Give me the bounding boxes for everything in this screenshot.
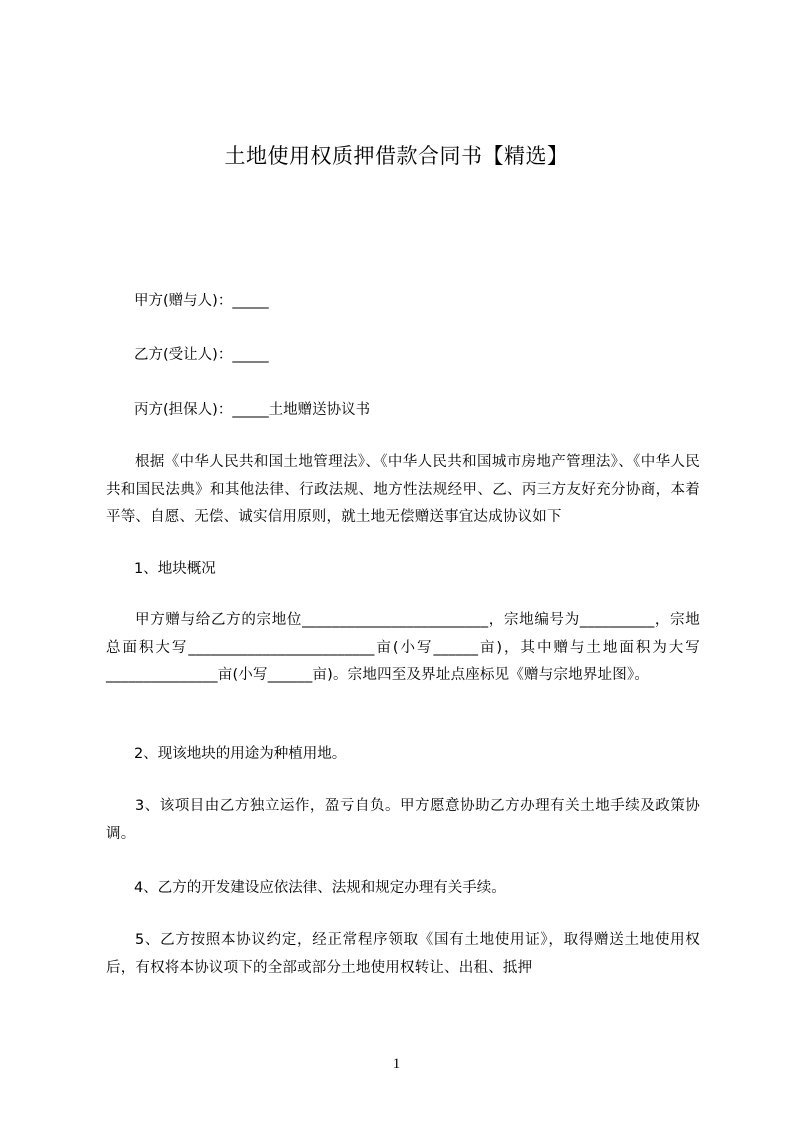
- party-a-line: 甲方(赠与人)：_____: [134, 293, 269, 309]
- section-1-heading: 1、地块概况: [134, 561, 216, 577]
- section-4-paragraph: 4、乙方的开发建设应依法律、法规和规定办理有关手续。: [134, 880, 506, 896]
- page-number: 1: [392, 1056, 401, 1072]
- section-1-paragraph: 甲方赠与给乙方的宗地位_________________________，宗地编号为__________，宗地总面积大写_________________________亩(小写______亩)，其中赠与土地面积为大写_______________亩(小写______亩)。宗地四至及界址点座标见《赠与宗地界址图》。: [106, 612, 700, 683]
- party-b-line: 乙方(受让人)：_____: [134, 347, 269, 363]
- section-5-paragraph: 5、乙方按照本协议约定，经正常程序领取《国有土地使用证》，取得赠送土地使用权后，有权将本协议项下的全部或部分土地使用权转让、出租、抵押: [106, 932, 700, 976]
- party-c-line: 丙方(担保人)：_____土地赠送协议书: [134, 402, 371, 418]
- preamble-paragraph: 根据《中华人民共和国土地管理法》、《中华人民共和国城市房地产管理法》、《中华人民共和国民法典》和其他法律、行政法规、地方性法规经甲、乙、丙三方友好充分协商，本着平等、自愿、无偿、诚实信用原则，就土地无偿赠送事宜达成协议如下: [106, 454, 700, 525]
- section-2-paragraph: 2、现该地块的用途为种植用地。: [134, 746, 347, 762]
- document-title: 土地使用权质押借款合同书【精选】: [224, 144, 569, 168]
- section-3-paragraph: 3、该项目由乙方独立运作，盈亏自负。甲方愿意协助乙方办理有关土地手续及政策协调。: [106, 798, 700, 842]
